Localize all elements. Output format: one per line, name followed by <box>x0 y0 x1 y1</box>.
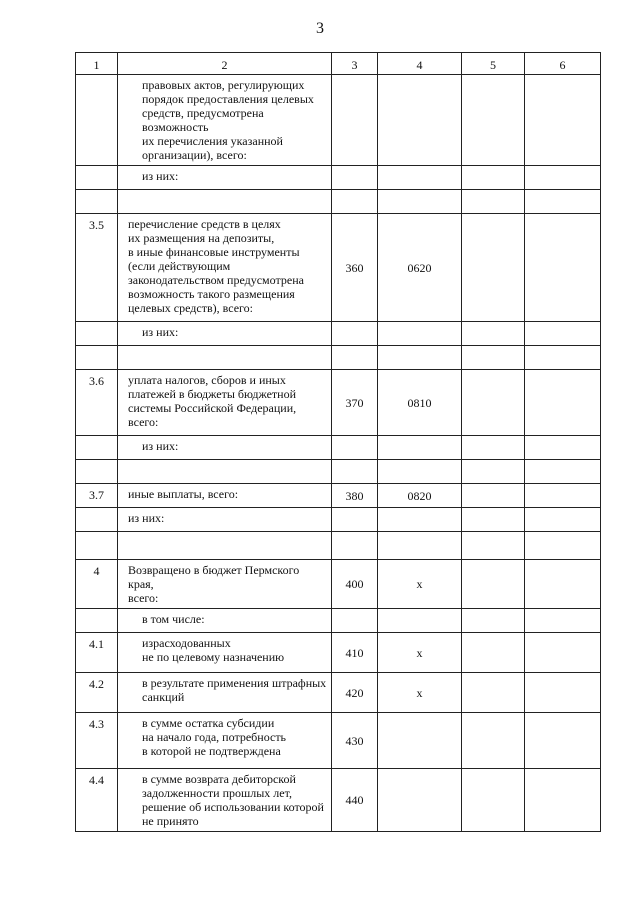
cell-row-number <box>76 346 118 370</box>
cell-line-code: 0820 <box>378 484 462 508</box>
cell-indicator-name: из них: <box>118 508 332 532</box>
table-row-blank <box>76 460 601 484</box>
cell-column-5 <box>462 322 525 346</box>
cell-indicator-name: из них: <box>118 166 332 190</box>
table-row <box>76 166 601 190</box>
table-row <box>76 214 601 322</box>
cell-line-code: x <box>378 673 462 713</box>
table-row <box>76 633 601 673</box>
cell-line-code: x <box>378 633 462 673</box>
cell-row-code <box>332 346 378 370</box>
cell-column-5 <box>462 214 525 322</box>
cell-column-5 <box>462 484 525 508</box>
cell-indicator-name: в сумме возврата дебиторской задолженности прошлых лет, решение об использовании которой не принято <box>118 769 332 832</box>
cell-column-6 <box>525 484 601 508</box>
report-table-body <box>76 53 601 832</box>
column-header-6: 6 <box>525 53 601 75</box>
cell-row-number <box>76 166 118 190</box>
cell-column-5 <box>462 609 525 633</box>
page-number: 3 <box>316 20 324 37</box>
cell-row-code <box>332 190 378 214</box>
cell-indicator-name: правовых актов, регулирующих порядок предоставления целевых средств, предусмотрена возможность их перечисления указанной организации), всего: <box>118 75 332 166</box>
cell-column-6 <box>525 633 601 673</box>
cell-column-5 <box>462 508 525 532</box>
cell-line-code: 0620 <box>378 214 462 322</box>
cell-row-number: 3.5 <box>76 214 118 322</box>
cell-column-5 <box>462 346 525 370</box>
cell-column-6 <box>525 609 601 633</box>
cell-indicator-name <box>118 190 332 214</box>
cell-row-code: 400 <box>332 560 378 609</box>
cell-line-code <box>378 166 462 190</box>
cell-row-code <box>332 460 378 484</box>
cell-indicator-name <box>118 532 332 560</box>
cell-row-code: 440 <box>332 769 378 832</box>
cell-row-code: 370 <box>332 370 378 436</box>
table-row <box>76 560 601 609</box>
cell-line-code <box>378 75 462 166</box>
column-header-3: 3 <box>332 53 378 75</box>
cell-line-code <box>378 436 462 460</box>
cell-row-code: 410 <box>332 633 378 673</box>
cell-line-code <box>378 346 462 370</box>
table-row-blank <box>76 532 601 560</box>
cell-row-number: 4.2 <box>76 673 118 713</box>
cell-indicator-name <box>118 346 332 370</box>
cell-row-code <box>332 436 378 460</box>
cell-line-code <box>378 769 462 832</box>
cell-indicator-name <box>118 460 332 484</box>
cell-indicator-name: в сумме остатка субсидии на начало года, потребность в которой не подтверждена <box>118 713 332 769</box>
column-header-4: 4 <box>378 53 462 75</box>
cell-line-code <box>378 532 462 560</box>
cell-indicator-name: из них: <box>118 322 332 346</box>
table-row <box>76 673 601 713</box>
cell-column-6 <box>525 713 601 769</box>
cell-column-5 <box>462 713 525 769</box>
cell-indicator-name: перечисление средств в целях их размещения на депозиты, в иные финансовые инструменты (если действующим законодательством предусмотрена возможность такого размещения целевых средств), всего: <box>118 214 332 322</box>
table-row <box>76 75 601 166</box>
table-row <box>76 713 601 769</box>
cell-row-code <box>332 508 378 532</box>
cell-column-5 <box>462 673 525 713</box>
cell-row-number: 4.1 <box>76 633 118 673</box>
cell-column-5 <box>462 75 525 166</box>
cell-row-code <box>332 322 378 346</box>
cell-line-code <box>378 460 462 484</box>
cell-column-5 <box>462 166 525 190</box>
cell-row-number <box>76 190 118 214</box>
cell-row-code <box>332 532 378 560</box>
cell-column-6 <box>525 532 601 560</box>
column-header-1: 1 <box>76 53 118 75</box>
cell-column-5 <box>462 190 525 214</box>
cell-column-6 <box>525 769 601 832</box>
cell-row-number <box>76 532 118 560</box>
cell-row-code: 430 <box>332 713 378 769</box>
cell-column-6 <box>525 166 601 190</box>
table-row <box>76 609 601 633</box>
cell-row-code: 380 <box>332 484 378 508</box>
cell-row-number <box>76 460 118 484</box>
cell-indicator-name: израсходованных не по целевому назначению <box>118 633 332 673</box>
cell-column-6 <box>525 370 601 436</box>
cell-column-5 <box>462 560 525 609</box>
table-row-blank <box>76 346 601 370</box>
cell-column-6 <box>525 214 601 322</box>
cell-column-6 <box>525 560 601 609</box>
cell-column-5 <box>462 633 525 673</box>
cell-indicator-name: в результате применения штрафных санкций <box>118 673 332 713</box>
cell-column-6 <box>525 436 601 460</box>
cell-row-code: 360 <box>332 214 378 322</box>
cell-indicator-name: из них: <box>118 436 332 460</box>
cell-row-code: 420 <box>332 673 378 713</box>
cell-row-number <box>76 322 118 346</box>
cell-column-5 <box>462 532 525 560</box>
cell-column-6 <box>525 673 601 713</box>
cell-indicator-name: в том числе: <box>118 609 332 633</box>
cell-line-code: 0810 <box>378 370 462 436</box>
cell-column-5 <box>462 370 525 436</box>
table-header-row <box>76 53 601 75</box>
cell-column-6 <box>525 460 601 484</box>
cell-row-code <box>332 609 378 633</box>
cell-column-5 <box>462 436 525 460</box>
cell-row-number <box>76 75 118 166</box>
cell-column-6 <box>525 75 601 166</box>
cell-row-number: 4 <box>76 560 118 609</box>
cell-row-number <box>76 436 118 460</box>
cell-line-code <box>378 609 462 633</box>
cell-row-code <box>332 75 378 166</box>
cell-row-number: 3.6 <box>76 370 118 436</box>
cell-indicator-name: уплата налогов, сборов и иных платежей в бюджеты бюджетной системы Российской Федерации, всего: <box>118 370 332 436</box>
table-row <box>76 769 601 832</box>
cell-indicator-name: Возвращено в бюджет Пермского края, всего: <box>118 560 332 609</box>
cell-row-number: 4.3 <box>76 713 118 769</box>
table-row <box>76 370 601 436</box>
cell-line-code <box>378 322 462 346</box>
cell-column-5 <box>462 769 525 832</box>
cell-column-6 <box>525 190 601 214</box>
cell-line-code: x <box>378 560 462 609</box>
table-row-blank <box>76 190 601 214</box>
cell-column-6 <box>525 322 601 346</box>
table-row <box>76 508 601 532</box>
table-row <box>76 436 601 460</box>
table-row <box>76 484 601 508</box>
cell-column-6 <box>525 508 601 532</box>
column-header-5: 5 <box>462 53 525 75</box>
cell-row-number: 3.7 <box>76 484 118 508</box>
column-header-2: 2 <box>118 53 332 75</box>
report-table <box>75 52 601 832</box>
cell-line-code <box>378 508 462 532</box>
cell-indicator-name: иные выплаты, всего: <box>118 484 332 508</box>
cell-column-5 <box>462 460 525 484</box>
cell-row-number <box>76 609 118 633</box>
cell-row-code <box>332 166 378 190</box>
cell-line-code <box>378 190 462 214</box>
cell-column-6 <box>525 346 601 370</box>
cell-row-number <box>76 508 118 532</box>
table-row <box>76 322 601 346</box>
cell-row-number: 4.4 <box>76 769 118 832</box>
cell-line-code <box>378 713 462 769</box>
